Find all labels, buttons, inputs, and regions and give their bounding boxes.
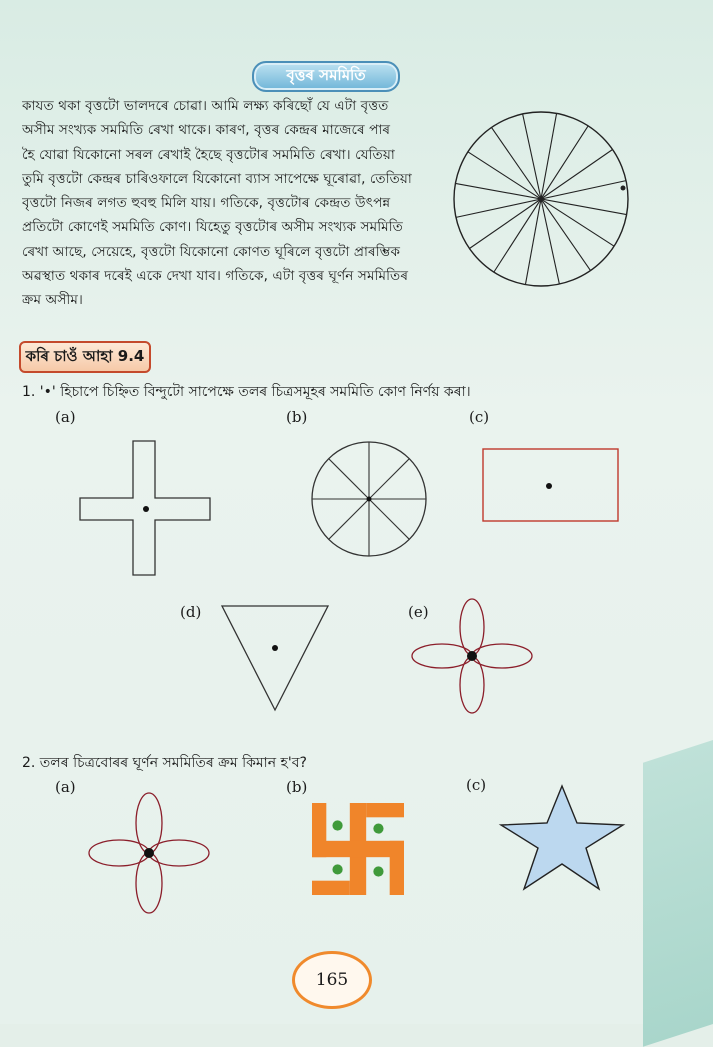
four-petal-figure xyxy=(88,792,212,916)
swastika-figure xyxy=(312,803,404,895)
q2-label-b: (b) xyxy=(286,778,308,796)
paragraph-line: অসীম সংখ্যক সমমিতি ৰেখা থাকে। কাৰণ, বৃত্তৰ কেন্দ্ৰৰ মাজেৰে পাৰ xyxy=(22,122,391,139)
inverted-triangle-figure xyxy=(220,604,332,714)
circle-diameters xyxy=(455,113,626,284)
paragraph-line: ক্ৰম অসীম। xyxy=(22,292,83,309)
intro-paragraph xyxy=(22,94,446,313)
circle-with-diameters-figure xyxy=(446,110,636,300)
circle-spokes-figure xyxy=(308,440,430,562)
cross-shape-figure xyxy=(78,441,212,577)
rectangle-figure xyxy=(482,448,620,524)
circle-dot xyxy=(621,186,626,191)
page-edge-band xyxy=(643,740,713,1047)
q2-label-c: (c) xyxy=(466,776,487,794)
paragraph-line: ৰেখা আছে, সেয়েহে, বৃত্তটো যিকোনো কোণত ঘূৰিলে বৃত্তটো প্ৰাৰম্ভিক xyxy=(22,243,401,260)
paragraph-line: বৃত্তটো নিজৰ লগত হুবহু মিলি যায়। গতিকে, বৃত্তটোৰ কেন্দ্ৰত উৎপন্ন xyxy=(22,195,391,212)
q1-label-d: (d) xyxy=(180,603,202,621)
q1-label-b: (b) xyxy=(286,408,308,426)
paragraph-line: প্ৰতিটো কোণেই সমমিতি কোণ। যিহেতু বৃত্তটোৰ অসীম সংখ্যক সমমিতি xyxy=(22,219,403,236)
q1-label-c: (c) xyxy=(469,408,490,426)
section-title: বৃত্তৰ সমমিতি xyxy=(252,61,400,92)
question-2: 2. তলৰ চিত্ৰবোৰৰ ঘূৰ্ণন সমমিতিৰ ক্ৰম কিমান হ'ব? xyxy=(22,755,307,771)
paragraph-line: তুমি বৃত্তটো কেন্দ্ৰৰ চাৰিওফালে যিকোনো ব্যাস সাপেক্ষে ঘূৰোৱা, তেতিয়া xyxy=(22,170,412,187)
five-point-star-figure xyxy=(498,783,626,893)
question-1: 1. '•' হিচাপে চিহ্নিত বিন্দুটো সাপেক্ষে তলৰ চিত্ৰসমূহৰ সমমিতি কোণ নিৰ্ণয় কৰা। xyxy=(22,384,471,400)
page-number: 165 xyxy=(292,951,372,1009)
diameter-line xyxy=(456,181,626,218)
paragraph-line: অৱস্থাত থকাৰ দৰেই একে দেখা যাব। গতিকে, এটা বৃত্তৰ ঘূৰ্ণন সমমিতিৰ xyxy=(22,268,409,285)
q2-label-a: (a) xyxy=(55,778,76,796)
four-petal-figure-e xyxy=(410,598,534,718)
paragraph-line: হৈ যোৱা যিকোনো সৰল ৰেখাই হৈছে বৃত্তটোৰ সমমিতি ৰেখা। যেতিয়া xyxy=(22,146,395,163)
activity-title: কৰি চাওঁ আহা 9.4 xyxy=(19,341,151,373)
paragraph-line: কাযত থকা বৃত্তটো ভালদৰে চোৱা। আমি লক্ষ্য কৰিছোঁ যে এটা বৃত্তত xyxy=(22,98,389,114)
q1-label-a: (a) xyxy=(55,408,76,426)
q1-label-e: (e) xyxy=(408,603,429,621)
